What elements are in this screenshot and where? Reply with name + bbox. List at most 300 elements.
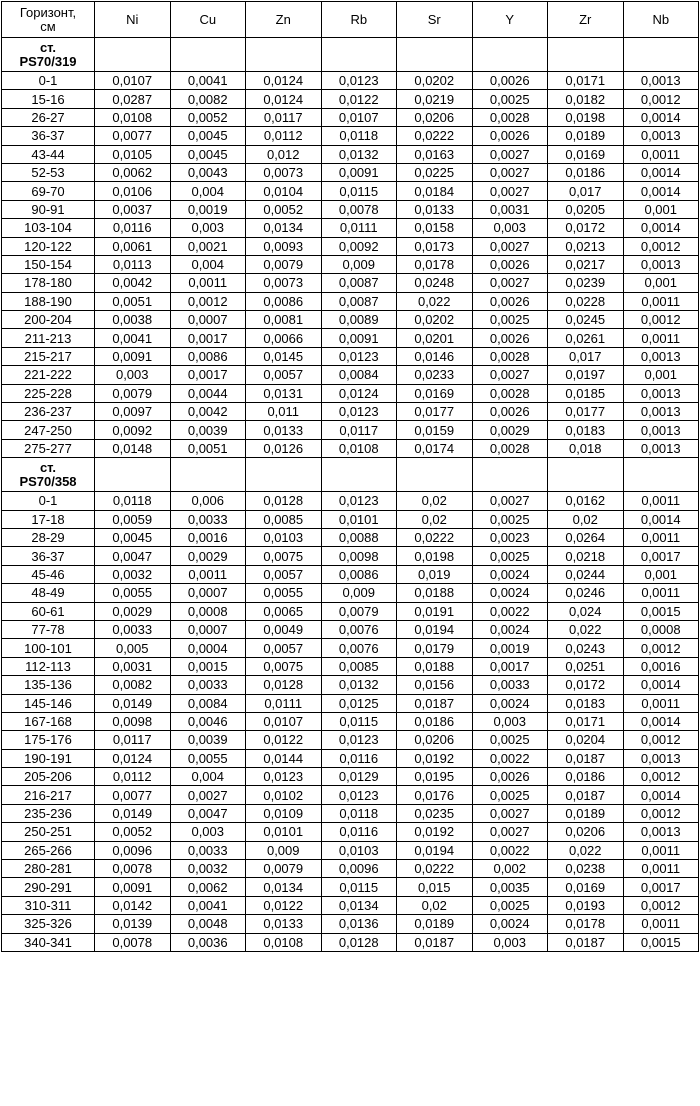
value-cell: 0,0028	[472, 347, 548, 365]
value-cell: 0,0287	[95, 90, 171, 108]
value-cell: 0,0013	[623, 749, 699, 767]
value-cell: 0,0046	[170, 712, 246, 730]
value-cell: 0,0013	[623, 72, 699, 90]
value-cell: 0,0077	[95, 127, 171, 145]
horizon-cell: 77-78	[2, 620, 95, 638]
value-cell: 0,0132	[321, 145, 397, 163]
value-cell: 0,0202	[397, 311, 473, 329]
value-cell: 0,0055	[170, 749, 246, 767]
value-cell: 0,0017	[170, 366, 246, 384]
value-cell: 0,0118	[95, 492, 171, 510]
empty-cell	[95, 458, 171, 492]
value-cell: 0,0264	[548, 528, 624, 546]
value-cell: 0,0012	[170, 292, 246, 310]
value-cell: 0,0171	[548, 712, 624, 730]
value-cell: 0,0109	[246, 804, 322, 822]
value-cell: 0,0042	[170, 403, 246, 421]
horizon-cell: 215-217	[2, 347, 95, 365]
table-row	[2, 329, 699, 347]
table-row	[2, 547, 699, 565]
value-cell: 0,0091	[95, 878, 171, 896]
value-cell: 0,0013	[623, 439, 699, 457]
value-cell: 0,0144	[246, 749, 322, 767]
value-cell: 0,0116	[95, 219, 171, 237]
value-cell: 0,0225	[397, 163, 473, 181]
horizon-cell: 48-49	[2, 584, 95, 602]
value-cell: 0,0017	[623, 878, 699, 896]
horizon-cell: 235-236	[2, 804, 95, 822]
value-cell: 0,0062	[170, 878, 246, 896]
value-cell: 0,0023	[472, 528, 548, 546]
horizon-cell: 205-206	[2, 768, 95, 786]
value-cell: 0,024	[548, 602, 624, 620]
horizon-cell: 90-91	[2, 200, 95, 218]
table-row	[2, 602, 699, 620]
value-cell: 0,0037	[95, 200, 171, 218]
value-cell: 0,02	[397, 510, 473, 528]
horizon-cell: 290-291	[2, 878, 95, 896]
value-cell: 0,003	[170, 219, 246, 237]
value-cell: 0,0015	[623, 602, 699, 620]
value-cell: 0,0079	[246, 255, 322, 273]
value-cell: 0,0073	[246, 274, 322, 292]
empty-cell	[95, 38, 171, 72]
value-cell: 0,0194	[397, 841, 473, 859]
value-cell: 0,0187	[548, 749, 624, 767]
value-cell: 0,0014	[623, 676, 699, 694]
value-cell: 0,0198	[548, 108, 624, 126]
horizon-cell: 0-1	[2, 72, 95, 90]
horizon-cell: 28-29	[2, 528, 95, 546]
station-label: ст. PS70/358	[2, 458, 95, 492]
value-cell: 0,0186	[548, 768, 624, 786]
value-cell: 0,0192	[397, 823, 473, 841]
value-cell: 0,0191	[397, 602, 473, 620]
table-row	[2, 823, 699, 841]
table-row	[2, 804, 699, 822]
value-cell: 0,0189	[397, 915, 473, 933]
table-row	[2, 72, 699, 90]
horizon-cell: 325-326	[2, 915, 95, 933]
empty-cell	[397, 38, 473, 72]
value-cell: 0,0101	[246, 823, 322, 841]
table-row	[2, 565, 699, 583]
value-cell: 0,0086	[321, 565, 397, 583]
value-cell: 0,0078	[95, 933, 171, 951]
value-cell: 0,0108	[321, 439, 397, 457]
table-row	[2, 528, 699, 546]
table-row	[2, 403, 699, 421]
value-cell: 0,003	[170, 823, 246, 841]
value-cell: 0,0124	[321, 384, 397, 402]
value-cell: 0,0007	[170, 584, 246, 602]
horizon-cell: 145-146	[2, 694, 95, 712]
table-row	[2, 676, 699, 694]
value-cell: 0,0128	[246, 676, 322, 694]
value-cell: 0,017	[548, 182, 624, 200]
value-cell: 0,0162	[548, 492, 624, 510]
value-cell: 0,0194	[397, 620, 473, 638]
value-cell: 0,0192	[397, 749, 473, 767]
value-cell: 0,0186	[397, 712, 473, 730]
value-cell: 0,0013	[623, 823, 699, 841]
value-cell: 0,0065	[246, 602, 322, 620]
column-header-y: Y	[472, 2, 548, 38]
value-cell: 0,0085	[246, 510, 322, 528]
horizon-cell: 200-204	[2, 311, 95, 329]
value-cell: 0,0011	[623, 915, 699, 933]
horizon-cell: 0-1	[2, 492, 95, 510]
value-cell: 0,0052	[95, 823, 171, 841]
horizon-cell: 216-217	[2, 786, 95, 804]
horizon-cell: 247-250	[2, 421, 95, 439]
table-row	[2, 145, 699, 163]
value-cell: 0,0111	[246, 694, 322, 712]
value-cell: 0,0133	[246, 421, 322, 439]
value-cell: 0,0116	[321, 749, 397, 767]
value-cell: 0,0033	[95, 620, 171, 638]
value-cell: 0,02	[548, 510, 624, 528]
value-cell: 0,001	[623, 366, 699, 384]
value-cell: 0,0222	[397, 860, 473, 878]
value-cell: 0,0198	[397, 547, 473, 565]
value-cell: 0,0015	[170, 657, 246, 675]
value-cell: 0,0012	[623, 90, 699, 108]
value-cell: 0,0124	[95, 749, 171, 767]
value-cell: 0,0169	[548, 145, 624, 163]
value-cell: 0,0057	[246, 565, 322, 583]
value-cell: 0,0086	[170, 347, 246, 365]
value-cell: 0,0041	[170, 72, 246, 90]
value-cell: 0,0044	[170, 384, 246, 402]
value-cell: 0,0076	[321, 639, 397, 657]
value-cell: 0,004	[170, 182, 246, 200]
value-cell: 0,0032	[95, 565, 171, 583]
value-cell: 0,0012	[623, 639, 699, 657]
value-cell: 0,0187	[397, 694, 473, 712]
value-cell: 0,003	[95, 366, 171, 384]
value-cell: 0,0118	[321, 804, 397, 822]
value-cell: 0,0008	[623, 620, 699, 638]
table-row	[2, 311, 699, 329]
value-cell: 0,022	[548, 620, 624, 638]
value-cell: 0,0123	[321, 492, 397, 510]
value-cell: 0,0011	[623, 492, 699, 510]
value-cell: 0,0112	[95, 768, 171, 786]
value-cell: 0,003	[472, 933, 548, 951]
value-cell: 0,0139	[95, 915, 171, 933]
value-cell: 0,0088	[321, 528, 397, 546]
value-cell: 0,0106	[95, 182, 171, 200]
value-cell: 0,0189	[548, 127, 624, 145]
horizon-cell: 340-341	[2, 933, 95, 951]
value-cell: 0,0131	[246, 384, 322, 402]
value-cell: 0,0055	[95, 584, 171, 602]
value-cell: 0,0091	[95, 347, 171, 365]
horizon-cell: 45-46	[2, 565, 95, 583]
value-cell: 0,0027	[170, 786, 246, 804]
column-header-sr: Sr	[397, 2, 473, 38]
value-cell: 0,0108	[95, 108, 171, 126]
value-cell: 0,0178	[397, 255, 473, 273]
table-row	[2, 933, 699, 951]
table-row	[2, 237, 699, 255]
value-cell: 0,0048	[170, 915, 246, 933]
table-row	[2, 786, 699, 804]
value-cell: 0,0149	[95, 694, 171, 712]
value-cell: 0,0011	[623, 145, 699, 163]
value-cell: 0,0014	[623, 163, 699, 181]
value-cell: 0,0033	[170, 510, 246, 528]
value-cell: 0,0111	[321, 219, 397, 237]
value-cell: 0,0027	[472, 274, 548, 292]
value-cell: 0,0086	[246, 292, 322, 310]
value-cell: 0,003	[472, 219, 548, 237]
value-cell: 0,0123	[321, 786, 397, 804]
value-cell: 0,0244	[548, 565, 624, 583]
horizon-cell: 167-168	[2, 712, 95, 730]
table-row	[2, 182, 699, 200]
value-cell: 0,0013	[623, 127, 699, 145]
horizon-cell: 43-44	[2, 145, 95, 163]
value-cell: 0,0093	[246, 237, 322, 255]
value-cell: 0,0073	[246, 163, 322, 181]
value-cell: 0,0174	[397, 439, 473, 457]
value-cell: 0,009	[321, 255, 397, 273]
horizon-cell: 36-37	[2, 547, 95, 565]
value-cell: 0,0112	[246, 127, 322, 145]
value-cell: 0,0041	[95, 329, 171, 347]
value-cell: 0,0084	[170, 694, 246, 712]
value-cell: 0,0122	[321, 90, 397, 108]
empty-cell	[548, 38, 624, 72]
value-cell: 0,0039	[170, 421, 246, 439]
table-row	[2, 384, 699, 402]
value-cell: 0,0248	[397, 274, 473, 292]
value-cell: 0,0133	[246, 915, 322, 933]
value-cell: 0,017	[548, 347, 624, 365]
horizon-cell: 100-101	[2, 639, 95, 657]
value-cell: 0,012	[246, 145, 322, 163]
horizon-cell: 265-266	[2, 841, 95, 859]
column-header-zr: Zr	[548, 2, 624, 38]
trace-element-table	[1, 1, 699, 952]
value-cell: 0,0024	[472, 620, 548, 638]
value-cell: 0,0178	[548, 915, 624, 933]
value-cell: 0,0025	[472, 786, 548, 804]
value-cell: 0,0176	[397, 786, 473, 804]
value-cell: 0,0079	[321, 602, 397, 620]
empty-cell	[623, 458, 699, 492]
value-cell: 0,0222	[397, 528, 473, 546]
value-cell: 0,0193	[548, 896, 624, 914]
value-cell: 0,0102	[246, 786, 322, 804]
value-cell: 0,0103	[321, 841, 397, 859]
value-cell: 0,0206	[548, 823, 624, 841]
value-cell: 0,0228	[548, 292, 624, 310]
value-cell: 0,0016	[623, 657, 699, 675]
horizon-cell: 236-237	[2, 403, 95, 421]
value-cell: 0,0026	[472, 403, 548, 421]
column-header-rb: Rb	[321, 2, 397, 38]
value-cell: 0,001	[623, 274, 699, 292]
horizon-cell: 211-213	[2, 329, 95, 347]
value-cell: 0,0057	[246, 639, 322, 657]
column-header-zn: Zn	[246, 2, 322, 38]
value-cell: 0,0087	[321, 292, 397, 310]
value-cell: 0,0026	[472, 292, 548, 310]
value-cell: 0,0047	[170, 804, 246, 822]
value-cell: 0,0038	[95, 311, 171, 329]
value-cell: 0,0014	[623, 786, 699, 804]
value-cell: 0,0029	[472, 421, 548, 439]
value-cell: 0,0061	[95, 237, 171, 255]
horizon-cell: 112-113	[2, 657, 95, 675]
value-cell: 0,0012	[623, 731, 699, 749]
value-cell: 0,0011	[170, 565, 246, 583]
value-cell: 0,0107	[246, 712, 322, 730]
station-row	[2, 458, 699, 492]
value-cell: 0,0076	[321, 620, 397, 638]
horizon-cell: 52-53	[2, 163, 95, 181]
value-cell: 0,0036	[170, 933, 246, 951]
value-cell: 0,0085	[321, 657, 397, 675]
value-cell: 0,0189	[548, 804, 624, 822]
value-cell: 0,0173	[397, 237, 473, 255]
value-cell: 0,0045	[95, 528, 171, 546]
value-cell: 0,0134	[321, 896, 397, 914]
value-cell: 0,0079	[246, 860, 322, 878]
horizon-cell: 188-190	[2, 292, 95, 310]
value-cell: 0,0041	[170, 896, 246, 914]
value-cell: 0,0222	[397, 127, 473, 145]
value-cell: 0,0172	[548, 676, 624, 694]
value-cell: 0,0082	[95, 676, 171, 694]
value-cell: 0,0098	[95, 712, 171, 730]
value-cell: 0,0075	[246, 657, 322, 675]
value-cell: 0,0011	[623, 860, 699, 878]
value-cell: 0,0246	[548, 584, 624, 602]
value-cell: 0,0128	[321, 933, 397, 951]
empty-cell	[246, 458, 322, 492]
value-cell: 0,003	[472, 712, 548, 730]
table-row	[2, 915, 699, 933]
value-cell: 0,0016	[170, 528, 246, 546]
table-row	[2, 584, 699, 602]
value-cell: 0,0159	[397, 421, 473, 439]
value-cell: 0,0025	[472, 731, 548, 749]
value-cell: 0,0027	[472, 804, 548, 822]
value-cell: 0,0134	[246, 878, 322, 896]
horizon-column-header: Горизонт, см	[2, 2, 95, 38]
value-cell: 0,022	[548, 841, 624, 859]
value-cell: 0,0031	[472, 200, 548, 218]
value-cell: 0,0177	[548, 403, 624, 421]
column-header-nb: Nb	[623, 2, 699, 38]
value-cell: 0,0217	[548, 255, 624, 273]
value-cell: 0,0025	[472, 547, 548, 565]
value-cell: 0,0148	[95, 439, 171, 457]
table-row	[2, 347, 699, 365]
value-cell: 0,0115	[321, 878, 397, 896]
value-cell: 0,0024	[472, 694, 548, 712]
value-cell: 0,0008	[170, 602, 246, 620]
value-cell: 0,0024	[472, 584, 548, 602]
table-row	[2, 749, 699, 767]
value-cell: 0,0062	[95, 163, 171, 181]
value-cell: 0,0128	[246, 492, 322, 510]
value-cell: 0,0015	[623, 933, 699, 951]
table-row	[2, 878, 699, 896]
value-cell: 0,0233	[397, 366, 473, 384]
value-cell: 0,0149	[95, 804, 171, 822]
table-row	[2, 274, 699, 292]
horizon-cell: 17-18	[2, 510, 95, 528]
value-cell: 0,0049	[246, 620, 322, 638]
value-cell: 0,0007	[170, 311, 246, 329]
value-cell: 0,0117	[321, 421, 397, 439]
value-cell: 0,0031	[95, 657, 171, 675]
value-cell: 0,0123	[321, 347, 397, 365]
table-row	[2, 255, 699, 273]
value-cell: 0,0029	[170, 547, 246, 565]
value-cell: 0,0007	[170, 620, 246, 638]
value-cell: 0,011	[246, 403, 322, 421]
column-header-cu: Cu	[170, 2, 246, 38]
value-cell: 0,0089	[321, 311, 397, 329]
value-cell: 0,0177	[397, 403, 473, 421]
value-cell: 0,0011	[170, 274, 246, 292]
horizon-cell: 250-251	[2, 823, 95, 841]
table-row	[2, 163, 699, 181]
value-cell: 0,0182	[548, 90, 624, 108]
table-row	[2, 731, 699, 749]
value-cell: 0,0022	[472, 749, 548, 767]
value-cell: 0,0025	[472, 90, 548, 108]
empty-cell	[321, 38, 397, 72]
horizon-cell: 175-176	[2, 731, 95, 749]
value-cell: 0,0104	[246, 182, 322, 200]
value-cell: 0,0021	[170, 237, 246, 255]
value-cell: 0,0163	[397, 145, 473, 163]
value-cell: 0,0028	[472, 384, 548, 402]
value-cell: 0,0052	[246, 200, 322, 218]
empty-cell	[170, 458, 246, 492]
value-cell: 0,0025	[472, 311, 548, 329]
value-cell: 0,0024	[472, 565, 548, 583]
value-cell: 0,0033	[170, 841, 246, 859]
value-cell: 0,0013	[623, 384, 699, 402]
empty-cell	[170, 38, 246, 72]
value-cell: 0,0043	[170, 163, 246, 181]
value-cell: 0,005	[95, 639, 171, 657]
table-row	[2, 200, 699, 218]
value-cell: 0,0145	[246, 347, 322, 365]
value-cell: 0,0027	[472, 145, 548, 163]
value-cell: 0,009	[246, 841, 322, 859]
value-cell: 0,0011	[623, 584, 699, 602]
value-cell: 0,0011	[623, 528, 699, 546]
value-cell: 0,0123	[321, 72, 397, 90]
horizon-cell: 135-136	[2, 676, 95, 694]
value-cell: 0,0039	[170, 731, 246, 749]
value-cell: 0,0096	[321, 860, 397, 878]
value-cell: 0,0117	[246, 108, 322, 126]
value-cell: 0,0011	[623, 329, 699, 347]
value-cell: 0,0187	[548, 933, 624, 951]
table-row	[2, 492, 699, 510]
station-label: ст. PS70/319	[2, 38, 95, 72]
